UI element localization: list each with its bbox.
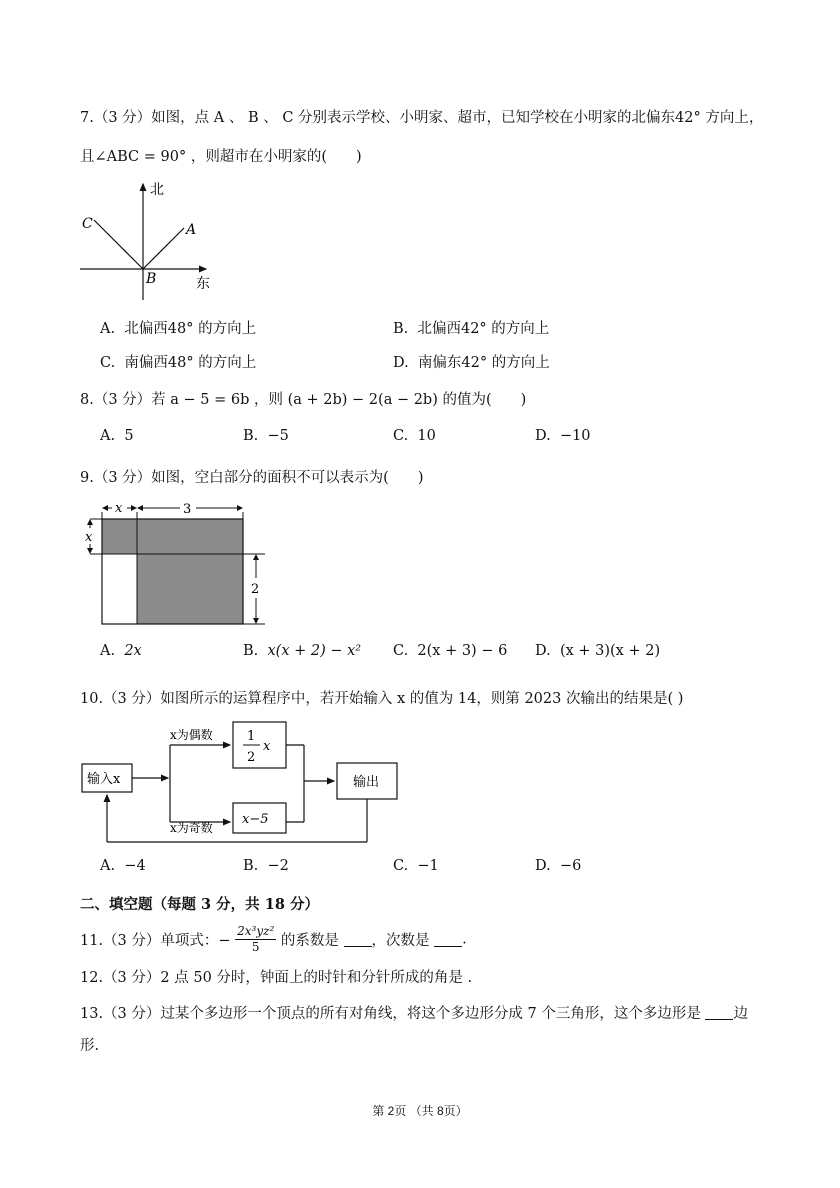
q8-option-a: A. 5 bbox=[100, 428, 134, 444]
q8-stem: 8.（3 分）若 a − 5 = 6b ，则 (a + 2b) − 2(a − 2b) 的值为( ) bbox=[80, 392, 527, 408]
q7-option-d: D. 南偏东42° 的方向上 bbox=[393, 355, 550, 371]
q11-prefix: 11.（3 分）单项式：− bbox=[80, 933, 231, 949]
half-numerator: 1 bbox=[247, 729, 256, 744]
shaded-top-strip bbox=[102, 519, 243, 554]
q9-option-a: A. 2x bbox=[100, 643, 142, 659]
q10-stem: 10.（3 分）如图所示的运算程序中，若开始输入 x 的值为 14，则第 2023 次输出的结果是( ) bbox=[80, 691, 684, 707]
q13-line2: 形. bbox=[80, 1038, 100, 1054]
minus-label: x−5 bbox=[242, 812, 269, 827]
dim-x-top: x bbox=[115, 501, 123, 516]
point-b-label: B bbox=[146, 271, 157, 287]
q7-option-c: C. 南偏西48° 的方向上 bbox=[100, 355, 257, 371]
odd-label: x为奇数 bbox=[170, 821, 213, 835]
q7-option-b: B. 北偏西42° 的方向上 bbox=[393, 321, 550, 337]
q12-stem: 12.（3 分）2 点 50 分时，钟面上的时针和分针所成的角是 . bbox=[80, 970, 473, 986]
q11-line: 11.（3 分）单项式：− $\frac{\text{2x³yz²}}{5}$ 的系数是 ，次数是 . bbox=[80, 924, 467, 954]
q11-coefficient-text: 的系数是 bbox=[280, 933, 339, 949]
q8-option-c: C. 10 bbox=[393, 428, 436, 444]
output-label: 输出 bbox=[353, 775, 380, 790]
q10-option-a: A. −4 bbox=[100, 858, 146, 874]
q7-stem-line1: 7.（3 分）如图，点 A 、 B 、 C 分别表示学校、小明家、超市，已知学校在小明家的北偏东42° 方向上， bbox=[80, 110, 764, 126]
east-label: 东 bbox=[196, 276, 210, 292]
ray-bc bbox=[94, 220, 143, 269]
q11-blank-coefficient[interactable] bbox=[344, 932, 372, 947]
point-a-label: A bbox=[186, 222, 197, 238]
even-label: x为偶数 bbox=[170, 728, 213, 742]
page-footer: 第 2页 （共 8页） bbox=[372, 1104, 468, 1118]
q10-option-c: C. −1 bbox=[393, 858, 439, 874]
point-c-label: C bbox=[82, 216, 93, 232]
q11-degree-text: ，次数是 bbox=[371, 933, 430, 949]
q13-blank[interactable] bbox=[705, 1005, 733, 1020]
north-label: 北 bbox=[150, 182, 164, 198]
q11-fraction: $\frac{\text{2x³yz²}}{5}$ bbox=[237, 924, 275, 954]
dim-two: 2 bbox=[251, 582, 260, 597]
q9-area-figure bbox=[80, 498, 280, 628]
shaded-right-block bbox=[137, 554, 243, 624]
dim-x-left: x bbox=[85, 530, 93, 545]
half-denominator: 2 bbox=[247, 750, 256, 765]
q11-blank-degree[interactable] bbox=[434, 932, 462, 947]
q9-option-d: D. (x + 3)(x + 2) bbox=[535, 643, 661, 659]
dim-three: 3 bbox=[183, 502, 192, 517]
input-label: 输入x bbox=[87, 772, 121, 787]
section-2-title: 二、填空题（每题 3 分，共 18 分） bbox=[80, 896, 319, 913]
q9-option-b: B. x(x + 2) − x² bbox=[243, 643, 362, 659]
q8-option-b: B. −5 bbox=[243, 428, 289, 444]
q7-option-a: A. 北偏西48° 的方向上 bbox=[100, 321, 257, 337]
q9-stem: 9.（3 分）如图，空白部分的面积不可以表示为( ) bbox=[80, 470, 424, 486]
q10-option-d: D. −6 bbox=[535, 858, 582, 874]
ray-ba bbox=[143, 228, 184, 269]
q9-option-c: C. 2(x + 3) − 6 bbox=[393, 643, 508, 659]
q7-compass-figure bbox=[80, 178, 220, 308]
q10-flowchart bbox=[80, 718, 410, 848]
q13-line1: 13.（3 分）过某个多边形一个顶点的所有对角线，将这个多边形分成 7 个三角形，这个多边形是 边 bbox=[80, 1006, 748, 1022]
q7-stem-line2: 且∠ABC = 90° ，则超市在小明家的( ) bbox=[80, 149, 362, 165]
half-variable: x bbox=[263, 739, 271, 754]
q10-option-b: B. −2 bbox=[243, 858, 289, 874]
q8-option-d: D. −10 bbox=[535, 428, 591, 444]
